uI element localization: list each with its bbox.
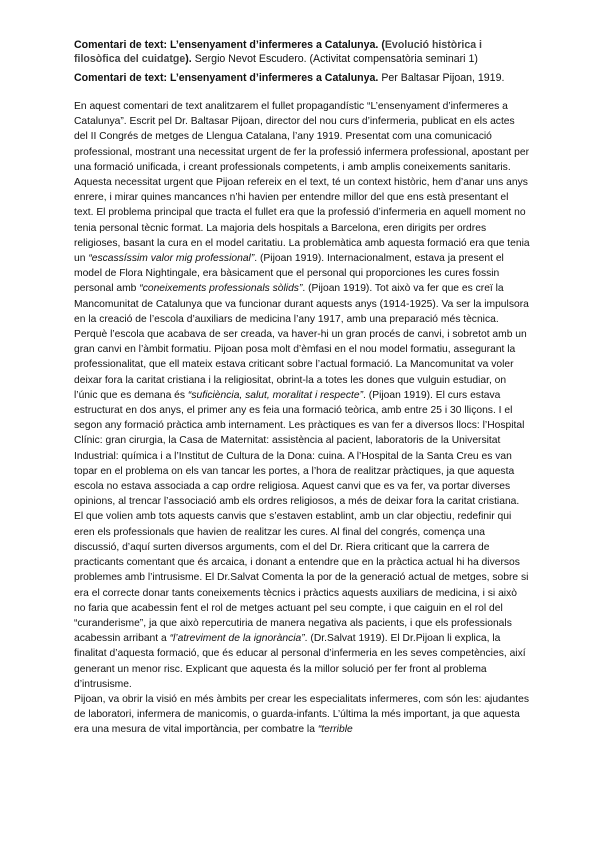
paragraph-1-text-5: . (Dr.Salvat 1919). El Dr.Pijoan li explica, la finalitat d’aquesta formació, que és educar al personal d’infermeria en les seves competències, així generant un menor risc. Explicant que aquesta és la millor solució per fer front al problema d’intrusisme. (74, 633, 526, 690)
document-subheading (74, 71, 530, 85)
document-heading (74, 38, 530, 66)
paragraph-1-text-4: . (Pijoan 1919). El curs estava estructurat en dos anys, el primer any es feia una formació teòrica, amb entre 25 i 30 lliçons. I el segon any formació pràctica amb internament. Les pràctiques es van fer a diversos llocs: l’Hospital Clínic: gran cirurgia, la Casa de Maternitat: assistència al pacient, laboratoris de la Universitat Industrial: química i a l’Institut de Cultura de la Dona: cuina. A l’Hospital de la Santa Creu es van topar en el problema on els van tancar les portes, a l’hora de realitzar pràctiques, ja que aquesta escola no estava associada a cap ordre religiosa. Aquest canvi que es va fer, va portar diverses opinions, al trencar l’associació amb els ordres religiosos, a més de deixar fora la caritat cristiana. El que volien amb tots aquests canvis que s’estaven establint, amb un clar objectiu, redefinir qui eren els professionals que havien de realitzar les cures. Al final del congrés, comença una discussió, d’aquí surten diversos arguments, com el del Dr. Riera criticant que la carrera de practicants comentant que és arcaica, i donant a entendre que en la pràctica actual hi ha diversos problemes amb l’intrusisme. El Dr.Salvat Comenta la por de la generació actual de metges, sobre si era el correcte donar tants coneixements tècnics i pràctics aquests auxiliars de medicina, i si això no faria que acabessin fent el rol de metges actuant pel seu compte, i que caiguin en el rol del “curanderisme”, ja que això repercutiria de manera negativa als pacients, i que els professionals acabessin arribant a (74, 389, 529, 645)
paragraph-1 (74, 99, 530, 692)
quote-5: “terrible (317, 724, 353, 736)
quote-1: “escassíssim valor mig professional” (88, 253, 255, 265)
quote-3: “suficiència, salut, moralitat i respecte” (187, 389, 364, 401)
heading-bold-subtitle: Evolució històrica i filosòfica del cuidatge (74, 39, 482, 65)
heading-bold-title: Comentari de text: L’ensenyament d’infermeres a Catalunya. ( (74, 39, 385, 51)
quote-4: “l’atreviment de la ignorància” (169, 633, 305, 645)
paragraph-2-text-1: Pijoan, va obrir la visió en més àmbits per crear les especialitats infermeres, com són les: ajudantes de laboratori, infermera de manicomis, o guarda-infants. L’última la més important, ja que aquesta era una mesura de vital importància, per combatre la (74, 693, 529, 736)
heading-bold-close: ). (185, 53, 192, 65)
paragraph-2 (74, 692, 530, 738)
subheading-bold-title: Comentari de text: L’ensenyament d’infermeres a Catalunya. (74, 72, 379, 84)
subheading-author: Per Baltasar Pijoan, 1919. (378, 72, 505, 84)
heading-author: Sergio Nevot Escudero. (Activitat compensatòria seminari 1) (191, 53, 478, 65)
paragraph-1-text-1: En aquest comentari de text analitzarem el fullet propagandístic “L’ensenyament d’infermeres a Catalunya”. Escrit pel Dr. Baltasar Pijoan, director del nou curs d’infermeria, publicat en els actes del II Congrés de metges de Llengua Catalana, l’any 1919. Presentat com una comunicació professional, mostrant una necessitat urgent de fer la professió infermera professional, apostant per una formació unificada, i creant professionals competents, i amb amplis coneixements sanitaris. Aquesta necessitat urgent que Pijoan refereix en el text, té un context històric, hem d’anar uns anys enrere, i mirar quines mancances n’hi havien per entendre millor del que ens està presentant el text. El problema principal que tracta el fullet era que la professió d’infermeria en aquell moment no tenia personal tècnic format. La majoria dels hospitals a Barcelona, eren dirigits per ordres religioses, basant la cura en el model caritatiu. La problemàtica amb aquesta formació era que tenia un (74, 101, 530, 265)
paragraph-1-text-2: . (Pijoan 1919). Internacionalment, estava ja present el model de Flora Nightingale, era bàsicament que el personal qui proporciones les cures fossin personal amb (74, 253, 504, 295)
quote-2: “coneixements professionals sòlids” (139, 283, 303, 295)
document-page (74, 38, 530, 738)
paragraph-1-text-3: . (Pijoan 1919). Tot això va fer que es creï la Mancomunitat de Catalunya que va funcionar durant aquests anys (1914-1925). Va ser la impulsora en la creació de l’escola d’auxiliars de medicina l’any 1917, amb una preparació més tècnica. Perquè l’escola que acabava de ser creada, va haver-hi un gran procés de canvi, i sobretot amb un gran canvi en l’àmbit formatiu. Pijoan posa molt d’èmfasi en el nou model formatiu, assegurant la professionalitat, que ell mateix estava criticant sobre l’actual formació. La Mancomunitat va voler deixar fora la caritat cristiana i la religiositat, obrint-la a totes les dones que vulguin estudiar, on l’únic que es demana és (74, 283, 529, 401)
